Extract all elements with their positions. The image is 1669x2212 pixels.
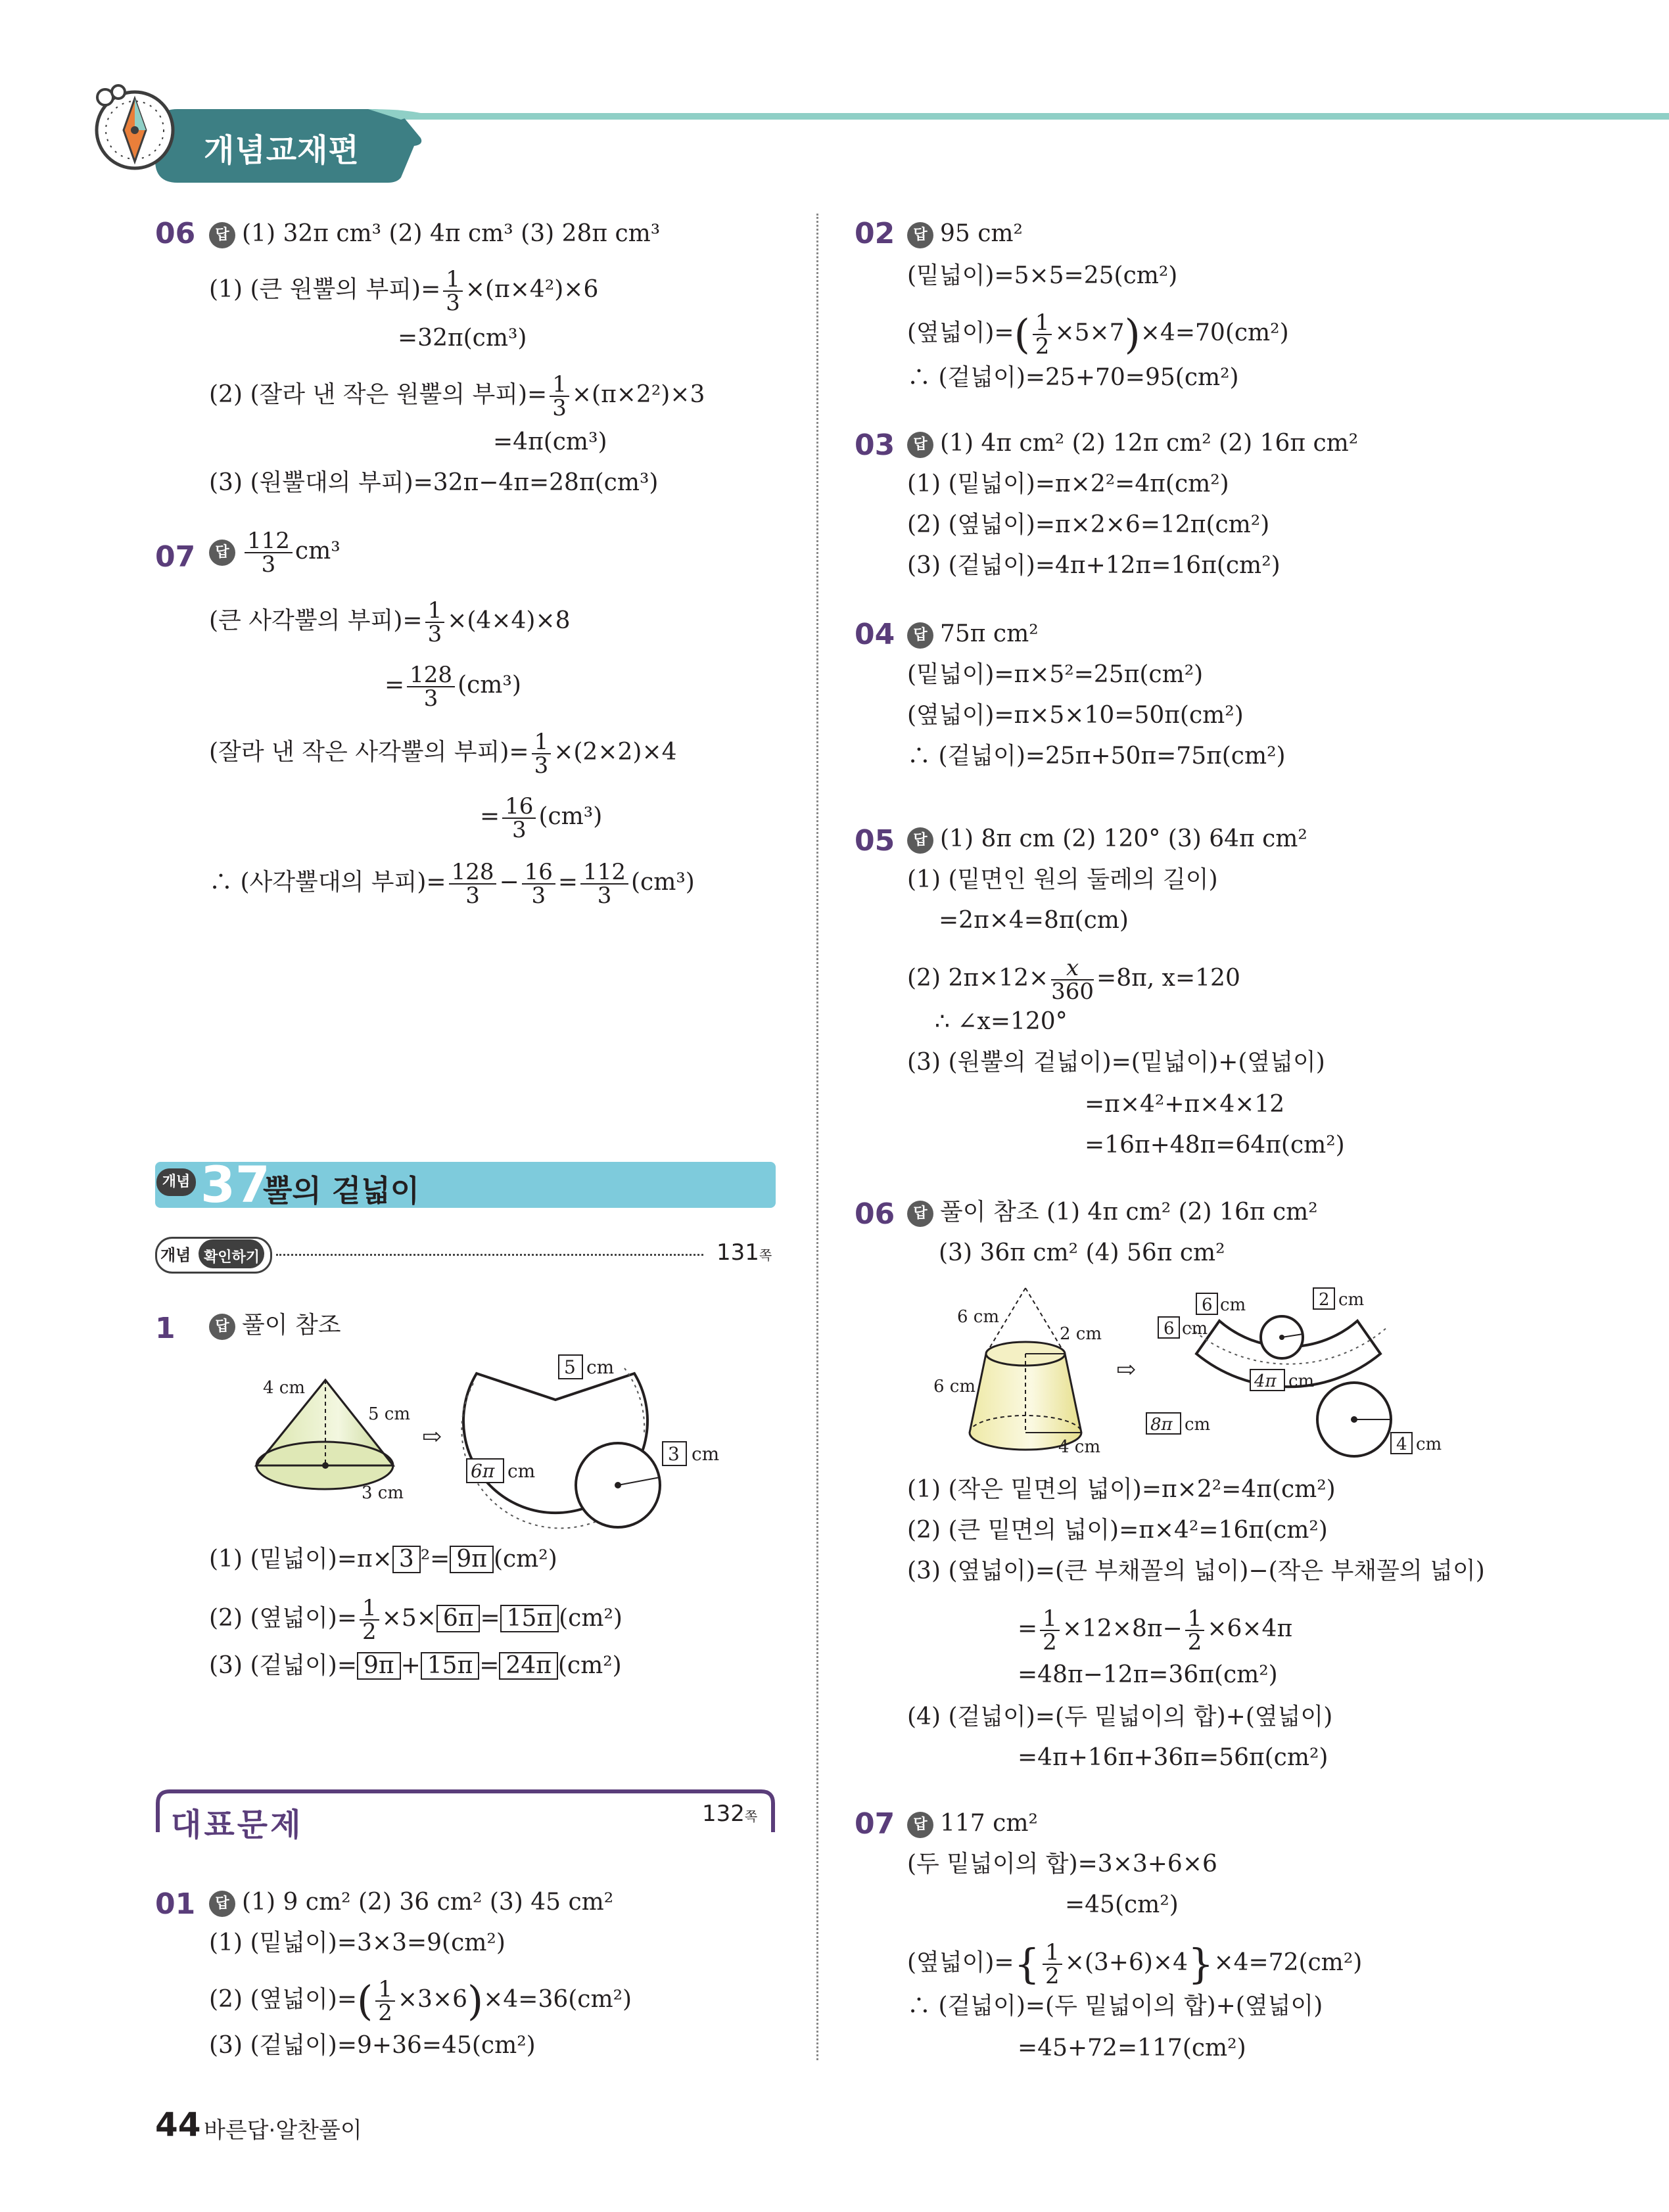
solution-line: [209, 731, 677, 777]
solution-line: [907, 957, 1240, 1003]
answer-badge-icon: 답: [907, 432, 933, 458]
solution-line: =2π×4=8π(cm): [939, 907, 1129, 934]
fig-unit: cm: [1220, 1295, 1246, 1315]
denominator: 3: [552, 395, 567, 421]
page-ref-num: 132: [702, 1801, 745, 1827]
fraction: [245, 530, 293, 576]
clock-compass-icon: [97, 85, 173, 168]
paren: (: [357, 1977, 373, 2025]
answer-badge-icon: 답: [907, 622, 933, 649]
fig-label: 3 cm: [362, 1483, 404, 1503]
page-ref-unit: 쪽: [759, 1247, 772, 1263]
numerator: 1: [1185, 1607, 1205, 1631]
fraction: [502, 795, 536, 841]
solution-line: [209, 1651, 622, 1681]
solution-line: (1) (밑면인 원의 둘레의 길이): [907, 866, 1218, 893]
answer-line: [209, 1887, 613, 1918]
fraction: [1043, 1941, 1062, 1987]
section-title: 뿔의 겉넓이: [263, 1173, 420, 1209]
solution-line: (4) (겉넓이)=(두 밑넓이의 합)+(옆넓이): [907, 1703, 1333, 1730]
header-tab-label: 개념교재편: [204, 132, 360, 169]
text: ∴ (사각뿔대의 부피)=: [209, 869, 446, 896]
solution-line: [209, 268, 598, 314]
answer-box: 6π: [436, 1605, 481, 1632]
answer-line: [907, 619, 1039, 649]
solution-line: [480, 795, 602, 841]
text: (cm²): [557, 1652, 622, 1679]
fig-label: 4 cm: [263, 1378, 306, 1398]
page-ref-unit: 쪽: [744, 1809, 758, 1824]
question-number: 07: [855, 1807, 895, 1841]
text: ×(4×4)×8: [447, 607, 571, 634]
book-title: 바른답·알찬풀이: [204, 2117, 362, 2144]
denominator: 3: [446, 290, 460, 316]
solution-line: [209, 861, 695, 907]
text: (3) (겉넓이)=: [209, 1652, 358, 1679]
paren: ): [467, 1977, 484, 2025]
solution-line: =π×4²+π×4×12: [1085, 1091, 1285, 1118]
denominator: 2: [378, 2000, 392, 2026]
section-number: 37: [200, 1155, 270, 1214]
denominator: 2: [1035, 333, 1050, 359]
fraction: [360, 1597, 379, 1643]
unit: (cm³): [458, 672, 521, 699]
fig-box: 6π: [471, 1460, 495, 1482]
question-number: 01: [155, 1887, 196, 1921]
solution-line: [907, 311, 1289, 357]
text: −: [499, 869, 519, 896]
page-ref-num: 131: [717, 1239, 759, 1266]
question-number: 07: [155, 540, 196, 574]
fig-unit: cm: [1338, 1290, 1365, 1310]
question-number: 06: [155, 217, 196, 250]
fig-unit: cm: [586, 1356, 615, 1378]
answer-text: (1) 4π cm² (2) 12π cm² (2) 16π cm²: [940, 430, 1359, 457]
numerator: 1: [550, 373, 569, 397]
numerator: 128: [407, 664, 455, 687]
fig-unit: cm: [1185, 1415, 1211, 1435]
numerator: 1: [1033, 311, 1052, 335]
fraction: [425, 599, 445, 645]
text: (잘라 낸 작은 사각뿔의 부피)=: [209, 739, 529, 766]
text: ×6×4π: [1207, 1615, 1293, 1642]
column-divider: [816, 214, 818, 2060]
text: ×(π×2²)×3: [571, 381, 705, 408]
solution-line: (2) (큰 밑면의 넓이)=π×4²=16π(cm²): [907, 1517, 1328, 1544]
fraction: [550, 373, 569, 419]
numerator: 128: [449, 861, 497, 885]
answer-text: 풀이 참조 (1) 4π cm² (2) 16π cm²: [940, 1199, 1318, 1226]
solution-line: [209, 1597, 623, 1643]
question-number: 03: [855, 428, 895, 462]
numerator: 16: [522, 861, 555, 885]
text: ×(3+6)×4: [1064, 1949, 1188, 1976]
answer-text: (1) 9 cm² (2) 36 cm² (3) 45 cm²: [242, 1889, 614, 1916]
rep-problem-title: 대표문제: [164, 1799, 310, 1845]
answer-line: [907, 1809, 1038, 1839]
page-ref: [702, 1801, 757, 1827]
solution-line: (1) (밑넓이)=π×2²=4π(cm²): [907, 471, 1229, 497]
text: =: [385, 672, 405, 699]
question-number: 04: [855, 618, 895, 651]
denominator: 2: [362, 1619, 377, 1645]
answer-line: [209, 530, 341, 576]
question-number: 06: [855, 1197, 895, 1231]
solution-line: [209, 599, 571, 645]
text: (cm²): [559, 1605, 623, 1632]
text: ×(π×4²)×6: [465, 276, 599, 303]
text: ×5×7: [1054, 319, 1125, 346]
numerator: 1: [1040, 1607, 1060, 1631]
text: ×4=72(cm²): [1213, 1949, 1363, 1976]
solution-line: (1) (밑넓이)=3×3=9(cm²): [209, 1929, 505, 1956]
answer-badge-icon: 답: [907, 827, 933, 854]
solution-line: [1018, 1607, 1292, 1653]
answer-line: [209, 219, 660, 249]
denominator: 3: [465, 883, 480, 909]
text: (1) (큰 원뿔의 부피)=: [209, 276, 441, 303]
answer-text: 풀이 참조: [242, 1312, 341, 1339]
solution-line: (3) (원뿔의 겉넓이)=(밑넓이)+(옆넓이): [907, 1049, 1325, 1076]
numerator: 1: [443, 268, 463, 292]
answer-line: [209, 1310, 341, 1341]
text: ×4=36(cm²): [483, 1986, 632, 2013]
unit: (cm³): [538, 803, 603, 830]
solution-line: (밑넓이)=π×5²=25π(cm²): [907, 661, 1204, 688]
answer-text: 95 cm²: [940, 220, 1023, 247]
solution-line: =32π(cm³): [398, 325, 527, 352]
text: ×(2×2)×4: [553, 739, 677, 766]
denominator: 3: [427, 621, 442, 647]
answer-badge-icon: 답: [907, 1201, 933, 1227]
fig-label: 6 cm: [933, 1377, 976, 1396]
unit: (cm³): [631, 869, 695, 896]
answer-box: 15π: [500, 1605, 559, 1632]
paren: (: [1014, 310, 1030, 358]
text: ×4=70(cm²): [1140, 319, 1289, 346]
arrow-icon: ⇨: [422, 1423, 442, 1450]
answer-badge-icon: 답: [209, 1314, 235, 1340]
page-number: 44: [155, 2106, 201, 2144]
answer-box: 9π: [357, 1652, 401, 1680]
text: (2) (옆넓이)=: [209, 1986, 358, 2013]
answer-box: 3: [392, 1546, 421, 1573]
solution-line: (3) (옆넓이)=(큰 부채꼴의 넓이)−(작은 부채꼴의 넓이): [907, 1557, 1485, 1584]
section-badge: 개념: [156, 1168, 196, 1196]
answer-line: [907, 428, 1358, 459]
answer-line: (3) 36π cm² (4) 56π cm²: [939, 1239, 1225, 1266]
fig-unit: cm: [1416, 1435, 1442, 1454]
text: +: [400, 1652, 421, 1679]
text: =8π, x=120: [1096, 965, 1240, 992]
fig-box: 2: [1319, 1290, 1330, 1310]
denominator: 3: [534, 752, 549, 779]
numerator: 112: [580, 861, 628, 885]
text: (옆넓이)=: [907, 1949, 1014, 1976]
numerator: 1: [532, 731, 552, 754]
concept-label-2: 확인하기: [204, 1249, 260, 1266]
fig-label: 6 cm: [957, 1307, 1000, 1327]
text: (큰 사각뿔의 부피)=: [209, 607, 423, 634]
denominator: 360: [1051, 979, 1094, 1005]
text: =: [480, 803, 500, 830]
question-number: 02: [855, 217, 895, 250]
denominator: 3: [531, 883, 546, 909]
denominator: 3: [261, 551, 276, 578]
solution-line: ∴ (겉넓이)=25+70=95(cm²): [907, 364, 1239, 391]
numerator: 1: [360, 1597, 379, 1621]
text: (cm²): [493, 1546, 557, 1573]
answer-badge-icon: 답: [209, 222, 235, 248]
fig-box: 6: [1164, 1319, 1175, 1339]
fig-box: 6: [1202, 1295, 1213, 1315]
denominator: 3: [597, 883, 612, 909]
answer-badge-icon: 답: [209, 1891, 235, 1917]
solution-line: =4π(cm³): [493, 428, 607, 455]
text: (2) (잘라 낸 작은 원뿔의 부피)=: [209, 381, 548, 408]
solution-line: [385, 664, 521, 710]
denominator: 3: [423, 685, 438, 712]
fraction: [580, 861, 628, 907]
text: (2) (옆넓이)=: [209, 1605, 358, 1632]
brace: }: [1187, 1940, 1214, 1988]
solution-line: (1) (작은 밑면의 넓이)=π×2²=4π(cm²): [907, 1476, 1336, 1503]
answer-badge-icon: 답: [907, 1812, 933, 1838]
text: =: [480, 1605, 500, 1632]
solution-line: =48π−12π=36π(cm²): [1018, 1661, 1278, 1688]
text: ×3×6: [397, 1986, 468, 2013]
fraction: [375, 1978, 395, 2024]
text: (1) (밑넓이)=π×: [209, 1546, 392, 1573]
answer-badge-icon: 답: [209, 540, 235, 566]
page-ref: [717, 1239, 772, 1266]
unit: cm³: [294, 538, 341, 565]
answer-text: (1) 8π cm (2) 120° (3) 64π cm²: [940, 825, 1307, 852]
fig-box: 5: [564, 1356, 576, 1378]
fraction: [1051, 957, 1094, 1003]
fig-unit: cm: [1288, 1371, 1315, 1391]
solution-line: ∴ (겉넓이)=(두 밑넓이의 합)+(옆넓이): [907, 1993, 1323, 2019]
text: (2) 2π×12×: [907, 965, 1049, 992]
paren: ): [1124, 310, 1140, 358]
fig-box: 4π: [1254, 1371, 1277, 1391]
answer-line: [907, 1197, 1318, 1228]
arrow-icon: ⇨: [1116, 1356, 1137, 1383]
fraction: [1040, 1607, 1060, 1653]
text: =: [557, 869, 578, 896]
solution-line: =45+72=117(cm²): [1018, 2035, 1246, 2062]
solution-line: [209, 1544, 557, 1575]
dotted-leader: [276, 1254, 703, 1256]
solution-line: (2) (옆넓이)=π×2×6=12π(cm²): [907, 511, 1270, 538]
solution-line: ∴ ∠x=120°: [935, 1008, 1068, 1035]
fig-unit: cm: [1182, 1319, 1208, 1339]
fig-unit: cm: [692, 1443, 720, 1465]
answer-text: (1) 32π cm³ (2) 4π cm³ (3) 28π cm³: [242, 220, 661, 247]
solution-line: =4π+16π+36π=56π(cm²): [1018, 1744, 1328, 1771]
fraction: [449, 861, 497, 907]
numerator: 1: [375, 1978, 395, 2002]
fraction: [407, 664, 455, 710]
fraction: [532, 731, 552, 777]
answer-box: 9π: [450, 1546, 494, 1573]
solution-line: (3) (겉넓이)=4π+12π=16π(cm²): [907, 552, 1281, 579]
solution-line: (옆넓이)=π×5×10=50π(cm²): [907, 702, 1244, 729]
answer-line: [907, 824, 1307, 854]
numerator: 112: [245, 530, 293, 553]
answer-line: [907, 219, 1023, 249]
fig-box: 8π: [1150, 1415, 1173, 1435]
cone-net-figure: [250, 1354, 749, 1531]
fraction: [522, 861, 555, 907]
text: ²=: [420, 1546, 450, 1573]
solution-line: (두 밑넓이의 합)=3×3+6×6: [907, 1851, 1217, 1878]
solution-line: (3) (원뿔대의 부피)=32π−4π=28π(cm³): [209, 469, 659, 496]
fig-label: 5 cm: [368, 1404, 411, 1424]
text: ×5×: [381, 1605, 436, 1632]
solution-line: =45(cm²): [1065, 1891, 1179, 1918]
denominator: 2: [1045, 1963, 1060, 1989]
fig-label: 4 cm: [1058, 1437, 1101, 1457]
solution-line: ∴ (겉넓이)=25π+50π=75π(cm²): [907, 743, 1286, 770]
denominator: 2: [1187, 1629, 1202, 1655]
solution-line: [209, 373, 705, 419]
numerator: 1: [425, 599, 445, 623]
text: ×12×8π−: [1062, 1615, 1183, 1642]
fraction: [443, 268, 463, 314]
fig-box: 4: [1396, 1435, 1407, 1454]
numerator: 1: [1043, 1941, 1062, 1965]
concept-label: 개념: [160, 1246, 191, 1264]
text: =: [479, 1652, 500, 1679]
fig-unit: cm: [507, 1460, 536, 1482]
solution-line: (3) (겉넓이)=9+36=45(cm²): [209, 2032, 536, 2059]
text: =: [1018, 1615, 1038, 1642]
fraction: [1185, 1607, 1205, 1653]
solution-line: =16π+48π=64π(cm²): [1085, 1132, 1345, 1159]
solution-line: (밑넓이)=5×5=25(cm²): [907, 262, 1178, 289]
answer-text: 117 cm²: [940, 1810, 1038, 1837]
numerator: x: [1051, 957, 1094, 980]
fraction: [1033, 311, 1052, 357]
denominator: 2: [1043, 1629, 1057, 1655]
frustum-net-figure: [927, 1281, 1466, 1465]
brace: {: [1014, 1940, 1041, 1988]
answer-box: 24π: [499, 1652, 557, 1680]
solution-line: [907, 1941, 1362, 1987]
question-number: 05: [855, 824, 895, 858]
answer-badge-icon: 답: [907, 222, 933, 248]
text: (옆넓이)=: [907, 319, 1014, 346]
denominator: 3: [511, 817, 527, 843]
fig-box: 3: [668, 1443, 680, 1465]
fig-label: 2 cm: [1060, 1324, 1102, 1344]
solution-line: [209, 1978, 632, 2024]
question-number: 1: [155, 1312, 176, 1345]
numerator: 16: [502, 795, 536, 819]
answer-text: 75π cm²: [940, 620, 1039, 647]
answer-box: 15π: [421, 1652, 479, 1680]
